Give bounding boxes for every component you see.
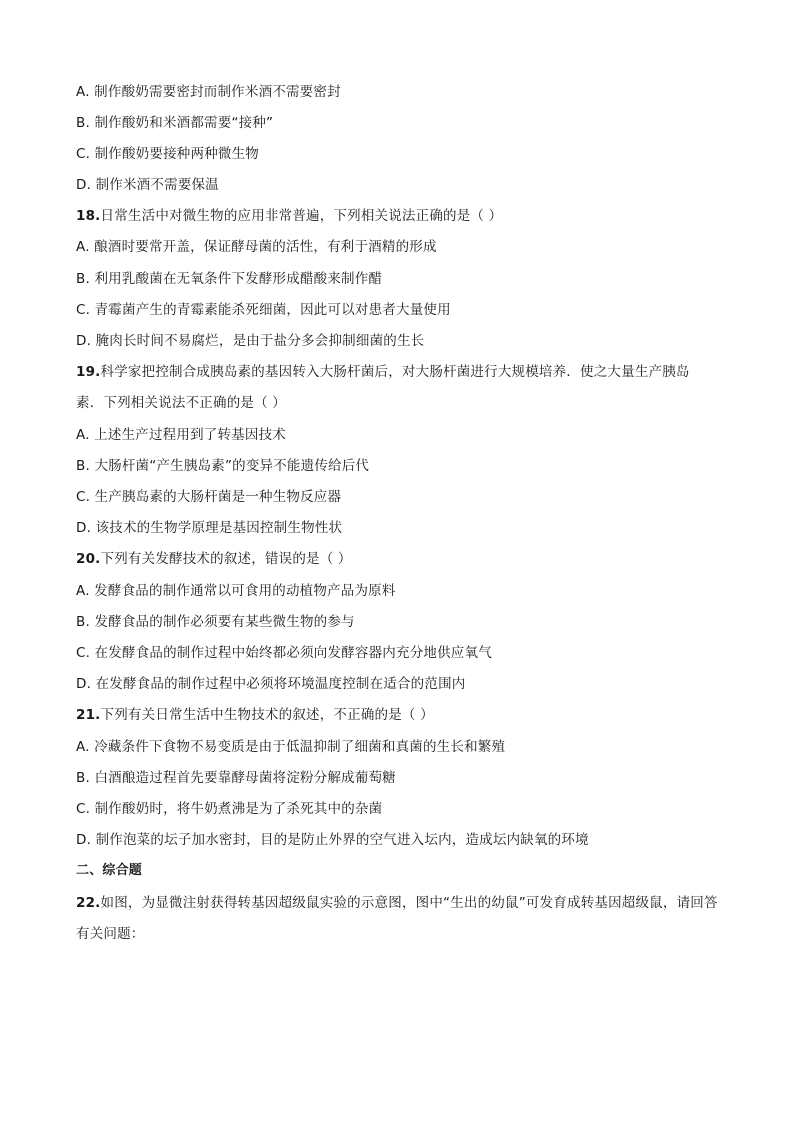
section-heading: 二、综合题 — [76, 863, 143, 878]
question-20-option-a: A. 发酵食品的制作通常以可食用的动植物产品为原料 — [76, 583, 396, 599]
question-20-option-c: C. 在发酵食品的制作过程中始终都必须向发酵容器内充分地供应氧气 — [76, 645, 492, 661]
question-18-option-b: B. 利用乳酸菌在无氧条件下发酵形成醋酸来制作醋 — [76, 271, 383, 287]
question-18-option-c: C. 青霉菌产生的青霉素能杀死细菌，因此可以对患者大量使用 — [76, 302, 451, 318]
question-22-stem-line2: 有关问题： — [76, 926, 145, 942]
question-19-option-a: A. 上述生产过程用到了转基因技术 — [76, 427, 286, 443]
question-22-number: 22. — [76, 895, 101, 911]
question-18-option-d: D. 腌肉长时间不易腐烂，是由于盐分多会抑制细菌的生长 — [76, 333, 425, 349]
question-20-text: 下列有关发酵技术的叙述，错误的是（ ） — [100, 551, 352, 567]
question-18-number: 18. — [76, 208, 101, 224]
question-19-option-b: B. 大肠杆菌“产生胰岛素”的变异不能遗传给后代 — [76, 458, 370, 474]
question-18-text: 日常生活中对微生物的应用非常普遍，下列相关说法正确的是（ ） — [100, 208, 503, 224]
option-b-prev: B. 制作酸奶和米酒都需要“接种” — [76, 115, 274, 131]
question-20-option-d: D. 在发酵食品的制作过程中必须将环境温度控制在适合的范围内 — [76, 676, 466, 692]
question-21-stem — [76, 706, 726, 724]
question-21-option-a: A. 冷藏条件下食物不易变质是由于低温抑制了细菌和真菌的生长和繁殖 — [76, 739, 506, 755]
question-21-option-c: C. 制作酸奶时，将牛奶煮沸是为了杀死其中的杂菌 — [76, 801, 383, 817]
question-21-option-d: D. 制作泡菜的坛子加水密封，目的是防止外界的空气进入坛内，造成坛内缺氧的环境 — [76, 832, 589, 848]
question-19-text-line1: 科学家把控制合成胰岛素的基因转入大肠杆菌后，对大肠杆菌进行大规模培养．使之大量生产胰岛 — [100, 364, 690, 380]
question-20-number: 20. — [76, 551, 101, 567]
question-20-option-b: B. 发酵食品的制作必须要有某些微生物的参与 — [76, 614, 355, 630]
question-18-option-a: A. 酿酒时要常开盖，保证酵母菌的活性，有利于酒精的形成 — [76, 239, 437, 255]
question-19-stem-line2: 素．下列相关说法不正确的是（ ） — [76, 395, 286, 411]
option-c-prev: C. 制作酸奶要接种两种微生物 — [76, 146, 260, 162]
question-19-option-c: C. 生产胰岛素的大肠杆菌是一种生物反应器 — [76, 489, 342, 505]
question-19-option-d: D. 该技术的生物学原理是基因控制生物性状 — [76, 520, 343, 536]
option-d-prev: D. 制作米酒不需要保温 — [76, 177, 219, 193]
question-19-stem-line1 — [76, 363, 726, 381]
question-21-option-b: B. 白酒酿造过程首先要靠酵母菌将淀粉分解成葡萄糖 — [76, 770, 396, 786]
question-20-stem — [76, 550, 726, 568]
question-21-text: 下列有关日常生活中生物技术的叙述，不正确的是（ ） — [100, 707, 434, 723]
option-a-prev: A. 制作酸奶需要密封而制作米酒不需要密封 — [76, 84, 341, 100]
question-18-stem — [76, 207, 726, 225]
question-21-number: 21. — [76, 707, 101, 723]
question-22-stem-line1 — [76, 894, 726, 912]
question-19-number: 19. — [76, 364, 101, 380]
question-22-text-line1: 如图，为显微注射获得转基因超级鼠实验的示意图，图中“生出的幼鼠”可发育成转基因超级鼠，请回答 — [100, 895, 718, 911]
